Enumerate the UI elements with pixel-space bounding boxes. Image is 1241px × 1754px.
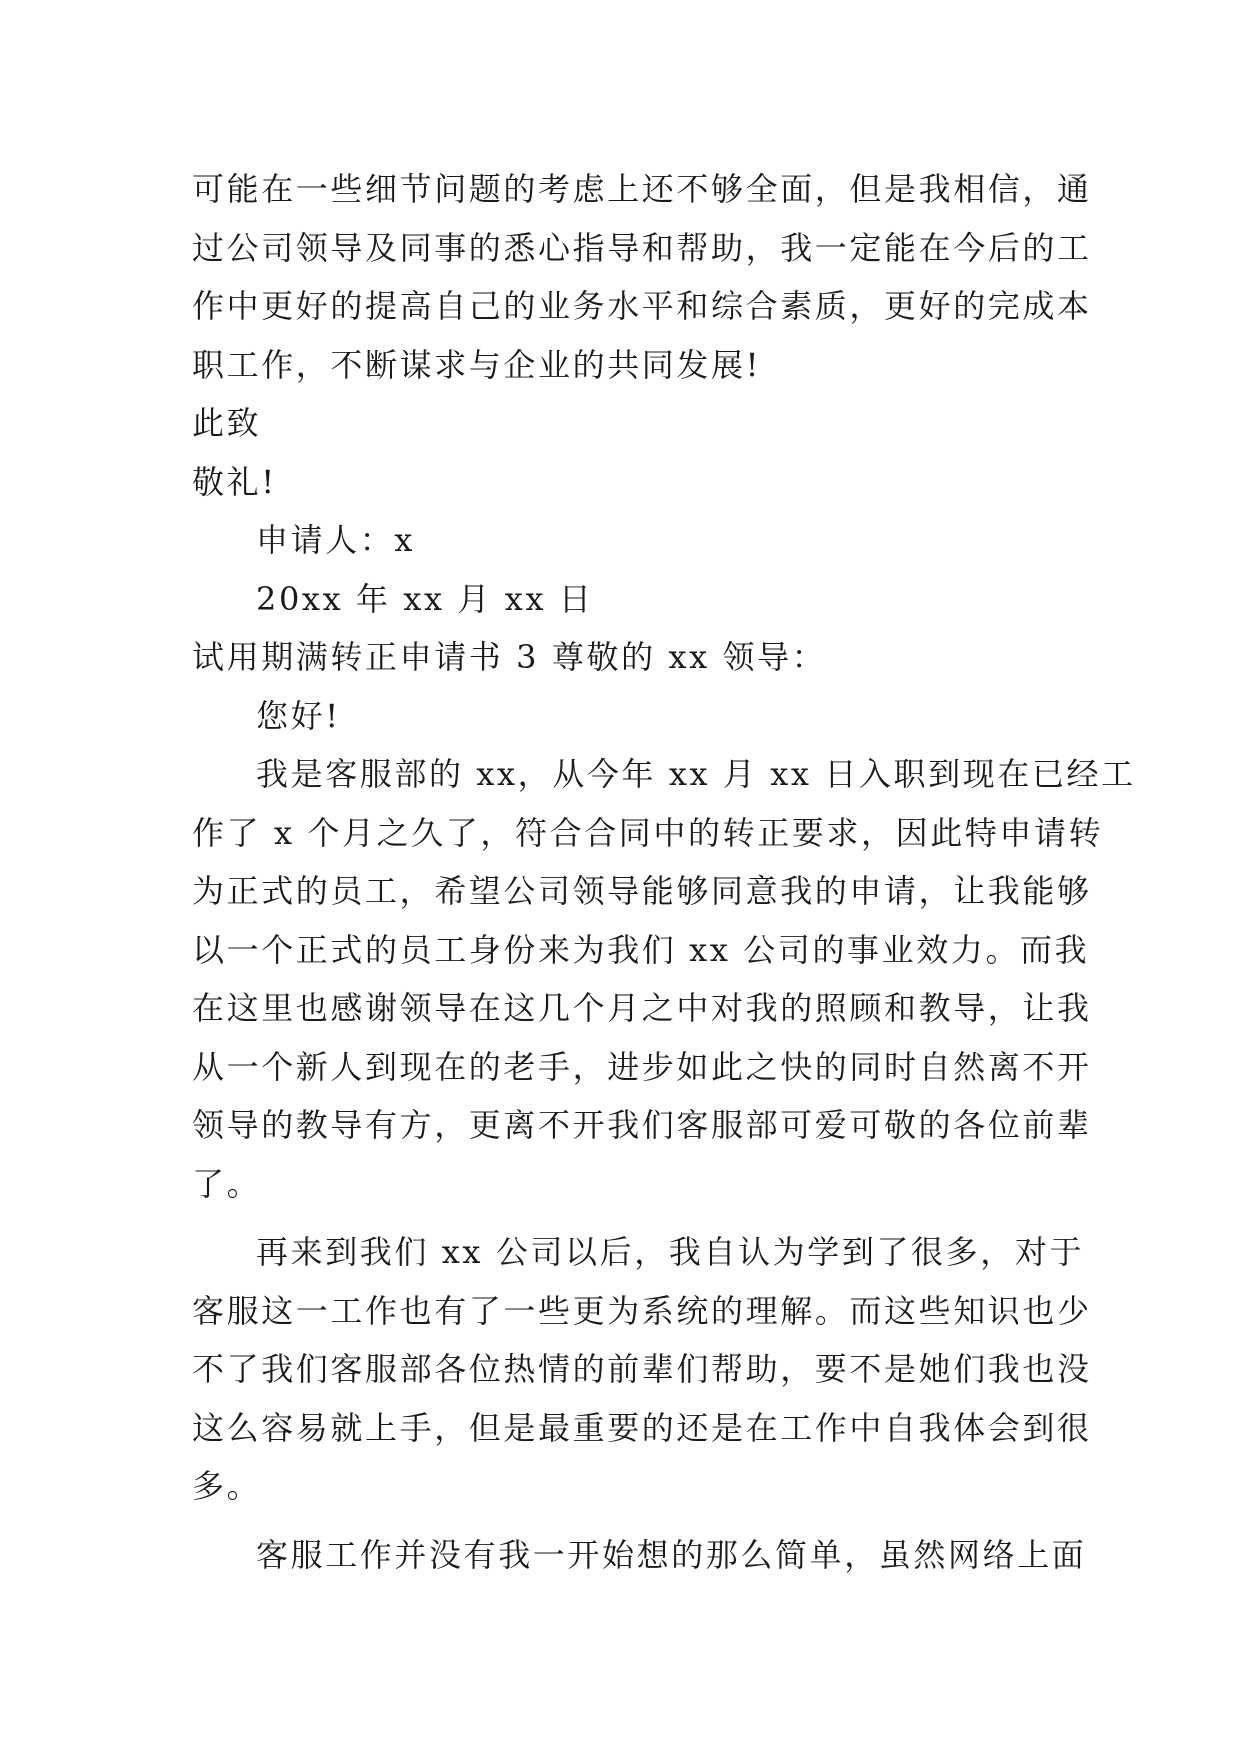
paragraph-line: 多。 [192, 1467, 262, 1505]
paragraph-line: 客服工作并没有我一开始想的那么简单，虽然网络上面 [256, 1535, 1087, 1574]
paragraph-line: 这么容易就上手，但是最重要的还是在工作中自我体会到很 [192, 1408, 1092, 1447]
applicant-signature: 申请人：x [256, 521, 416, 559]
paragraph-line: 职工作，不断谋求与企业的共同发展! [192, 345, 762, 384]
paragraph-line: 客服这一工作也有了一些更为系统的理解。而这些知识也少 [192, 1291, 1092, 1330]
paragraph-line: 为正式的员工，希望公司领导能够同意我的申请，让我能够 [192, 872, 1092, 910]
paragraph-line: 从一个新人到现在的老手，进步如此之快的同时自然离不开 [192, 1047, 1092, 1086]
paragraph-line: 过公司领导及同事的悉心指导和帮助，我一定能在今后的工 [192, 228, 1092, 267]
paragraph-line: 我是客服部的 xx，从今年 xx 月 xx 日入职到现在已经工 [256, 755, 1136, 793]
paragraph-line: 领导的教导有方，更离不开我们客服部可爱可敬的各位前辈 [192, 1106, 1092, 1144]
paragraph-line: 作中更好的提高自己的业务水平和综合素质，更好的完成本 [192, 287, 1092, 325]
paragraph-line: 以一个正式的员工身份来为我们 xx 公司的事业效力。而我 [192, 930, 1090, 969]
greeting-line: 您好! [256, 696, 341, 735]
paragraph-line: 了。 [192, 1164, 262, 1203]
document-body [192, 160, 1136, 1584]
section-title: 试用期满转正申请书 3 尊敬的 xx 领导： [192, 638, 827, 676]
closing-line: 此致 [192, 404, 262, 442]
date-line: 20xx 年 xx 月 xx 日 [256, 579, 594, 618]
paragraph-line: 可能在一些细节问题的考虑上还不够全面，但是我相信，通 [192, 170, 1092, 208]
paragraph-line: 在这里也感谢领导在这几个月之中对我的照顾和教导，让我 [192, 989, 1092, 1027]
salutation-line: 敬礼! [192, 462, 277, 501]
paragraph-line: 作了 x 个月之久了，符合合同中的转正要求，因此特申请转 [192, 813, 1104, 852]
paragraph-line: 再来到我们 xx 公司以后，我自认为学到了很多，对于 [256, 1233, 1085, 1271]
paragraph-line: 不了我们客服部各位热情的前辈们帮助，要不是她们我也没 [192, 1350, 1092, 1388]
